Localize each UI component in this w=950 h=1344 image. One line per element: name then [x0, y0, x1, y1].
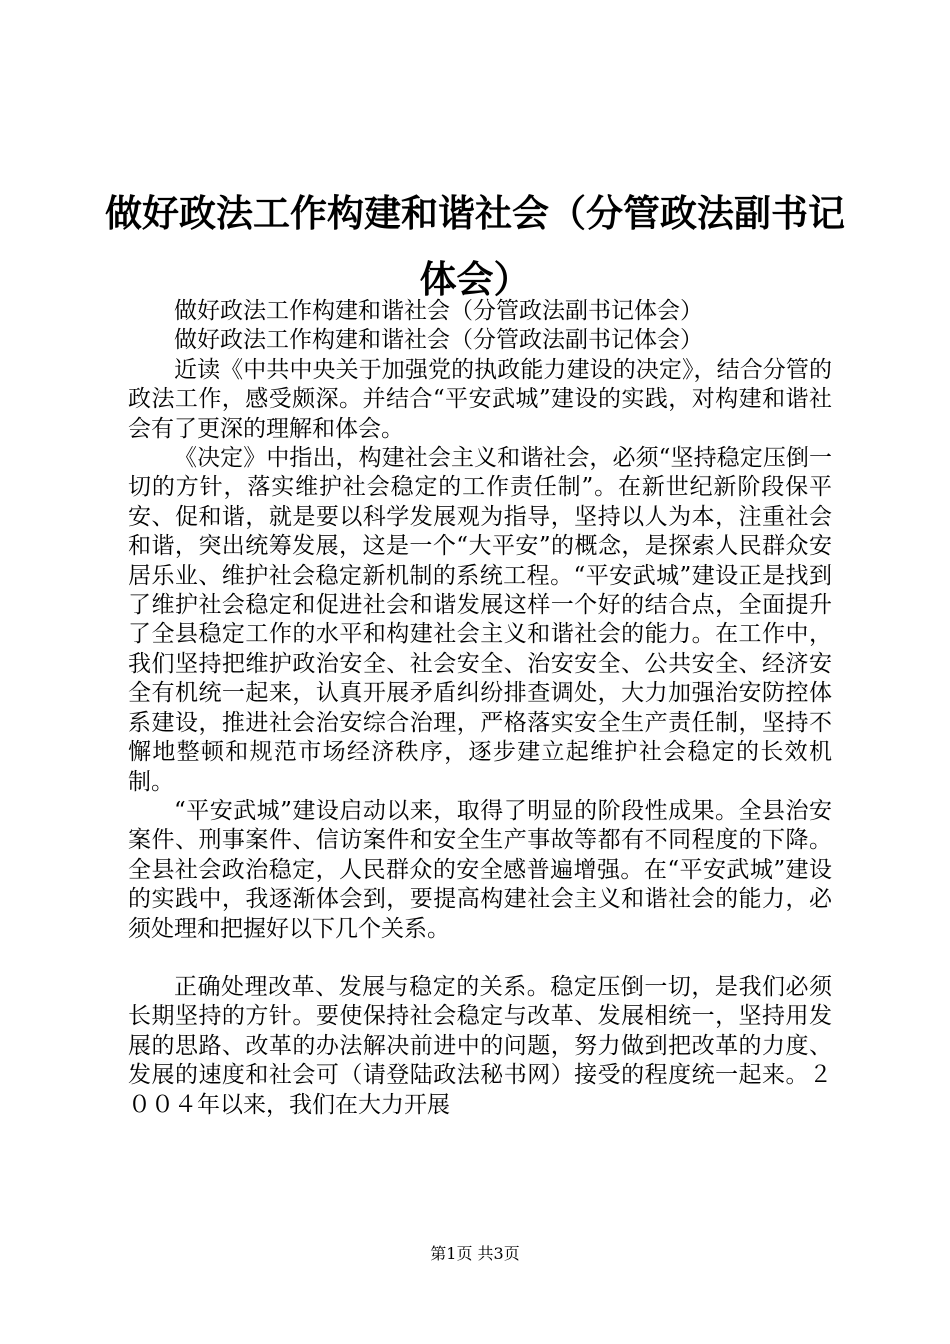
document-title: 做好政法工作构建和谐社会（分管政法副书记体会）	[105, 191, 845, 301]
paragraph-4: 《决定》中指出，构建社会主义和谐社会，必须“坚持稳定压倒一切的方针，落实维护社会稳定的工作责任制”。在新世纪新阶段保平安、促和谐，就是要以科学发展观为指导，坚持以人为本，注重社会和谐，突出统筹发展，这是一个“大平安”的概念，是探索人民群众安居乐业、维护社会稳定新机制的系统工程。“平安武城”建设正是找到了维护社会稳定和促进社会和谐发展这样一个好的结合点，全面提升了全县稳定工作的水平和构建社会主义和谐社会的能力。在工作中，我们坚持把维护政治安全、社会安全、治安安全、公共安全、经济安全有机统一起来，认真开展矛盾纠纷排查调处，大力加强治安防控体系建设，推进社会治安综合治理，严格落实安全生产责任制，坚持不懈地整顿和规范市场经济秩序，逐步建立起维护社会稳定的长效机制。	[128, 445, 832, 795]
paragraph-6: 正确处理改革、发展与稳定的关系。稳定压倒一切，是我们必须长期坚持的方针。要使保持社会稳定与改革、发展相统一，坚持用发展的思路、改革的办法解决前进中的问题，努力做到把改革的力度、发展的速度和社会可（请登陆政法秘书网）接受的程度统一起来。２００４年以来，我们在大力开展	[128, 973, 832, 1118]
page-number: 第1页 共3页	[430, 1244, 520, 1263]
paragraph-5: “平安武城”建设启动以来，取得了明显的阶段性成果。全县治安案件、刑事案件、信访案件和安全生产事故等都有不同程度的下降。全县社会政治稳定，人民群众的安全感普遍增强。在“平安武城”建设的实践中，我逐渐体会到，要提高构建社会主义和谐社会的能力，必须处理和把握好以下几个关系。	[128, 797, 832, 942]
paragraph-2: 做好政法工作构建和谐社会（分管政法副书记体会）	[174, 327, 703, 354]
paragraph-1: 做好政法工作构建和谐社会（分管政法副书记体会）	[174, 298, 703, 324]
document-body	[128, 297, 832, 1120]
paragraph-3: 近读《中共中央关于加强党的执政能力建设的决定》，结合分管的政法工作，感受颇深。并结合“平安武城”建设的实践，对构建和谐社会有了更深的理解和体会。	[128, 356, 832, 442]
